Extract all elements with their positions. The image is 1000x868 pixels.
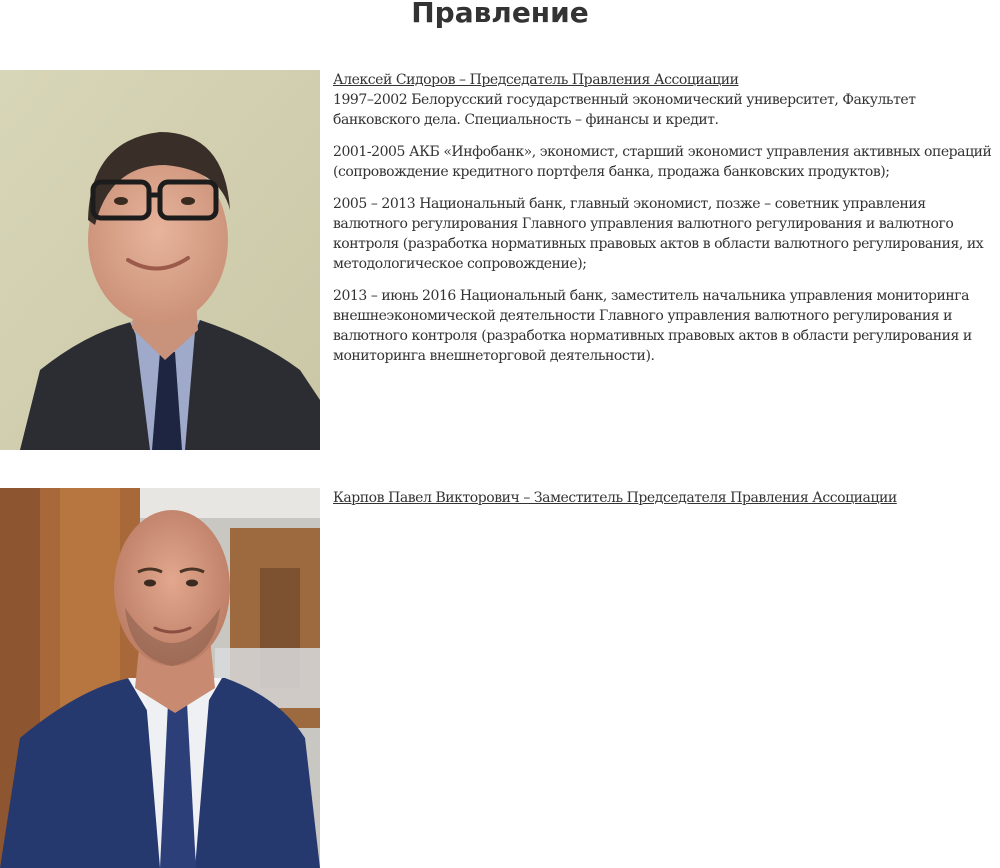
bio-paragraph: 2005 – 2013 Национальный банк, главный экономист, позже – советник управления валютного регулирования Главного управления валютного регулирования и валютного контроля (разработка нормативных правовых актов в области валютного регулирования, их методологическое сопровождение); — [333, 196, 984, 272]
member-name-link[interactable]: Алексей Сидоров – Председатель Правления Ассоциации — [333, 72, 739, 88]
member-name-link[interactable]: Карпов Павел Викторович – Заместитель Председателя Правления Ассоциации — [333, 490, 897, 506]
member-bio — [333, 70, 1000, 378]
bio-paragraph: 1997–2002 Белорусский государственный экономический университет, Факультет банковского дела. Специальность – финансы и кредит. — [333, 92, 916, 128]
board-member-1 — [0, 70, 1000, 450]
member-photo — [0, 70, 320, 450]
member-photo — [0, 488, 320, 868]
member-bio — [333, 488, 1000, 508]
bio-paragraph: 2001-2005 АКБ «Инфобанк», экономист, старший экономист управления активных операций (сопровождение кредитного портфеля банка, продажа банковских продуктов); — [333, 144, 992, 180]
bio-paragraph: 2013 – июнь 2016 Национальный банк, заместитель начальника управления мониторинга внешнеэкономической деятельности Главного управления валютного регулирования и валютного контроля (разработка нормативных правовых актов в области регулирования и мониторинга внешнеторговой деятельности). — [333, 288, 972, 364]
page-title: Правление — [411, 0, 589, 29]
board-member-2 — [0, 488, 1000, 868]
